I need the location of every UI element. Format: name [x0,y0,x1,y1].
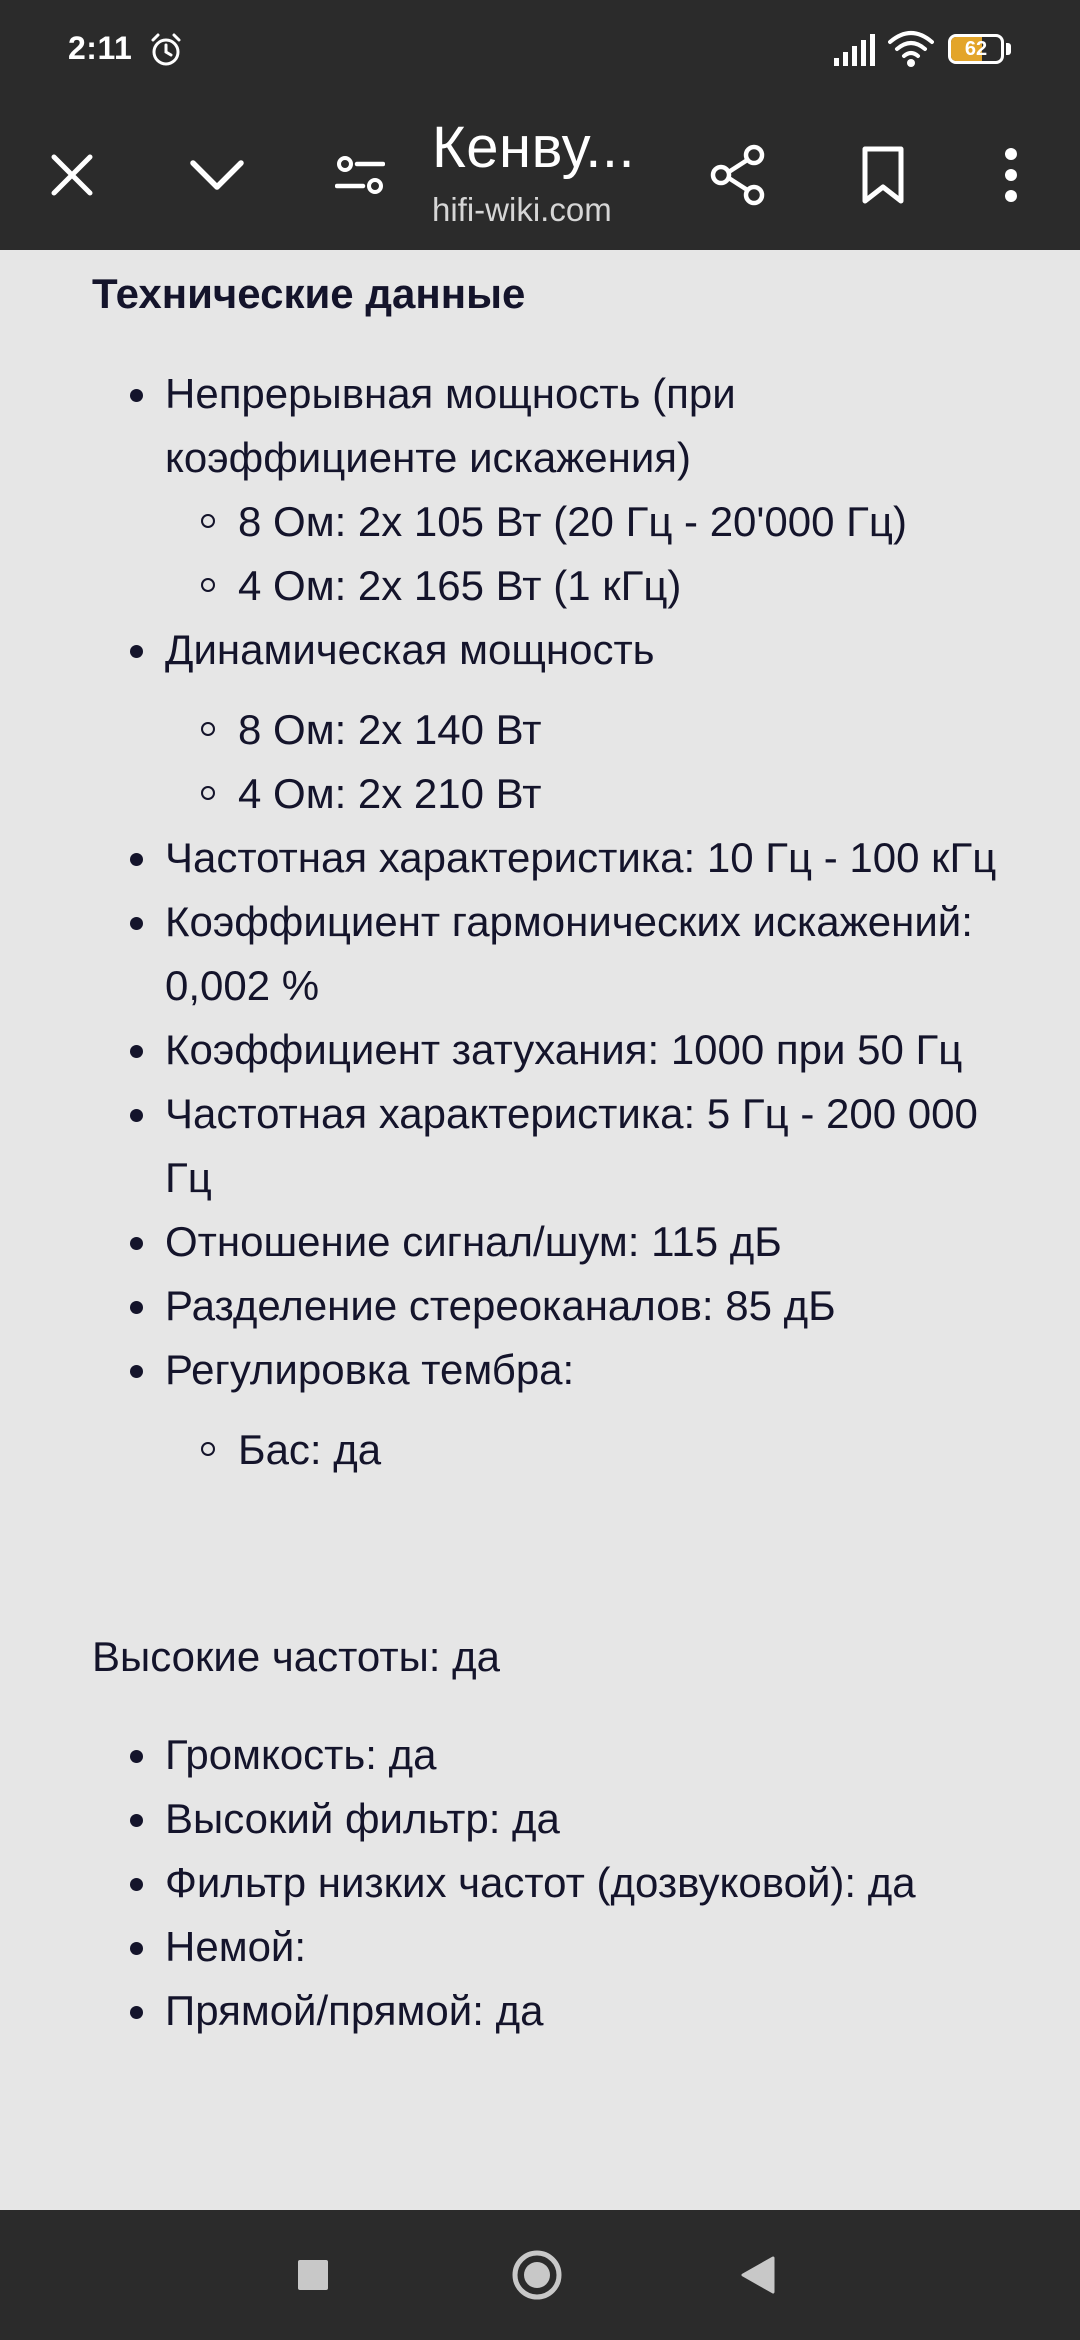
wifi-icon [888,30,934,68]
close-button[interactable] [27,130,117,220]
sub-list-item: 4 Ом: 2x 165 Вт (1 кГц) [0,554,1018,618]
chevron-down-icon [189,157,245,193]
page-title: Кенву... [432,115,636,180]
more-vert-icon [1001,147,1021,203]
bookmark-icon [860,145,906,205]
bookmark-button[interactable] [838,130,928,220]
expand-button[interactable] [172,130,262,220]
home-button[interactable] [497,2235,577,2315]
list-item: Динамическая мощность [0,618,1000,682]
battery-icon [948,34,1012,64]
alarm-icon [148,32,184,68]
list-item: Громкость: да [0,1723,1000,1787]
list-item: Частотная характеристика: 5 Гц - 200 000 Гц [0,1082,1000,1210]
section-heading: Технические данные [92,270,526,317]
battery-level: 62 [964,38,988,60]
paragraph: Высокие частоты: да [92,1633,500,1680]
filter-icon [335,155,385,195]
list-item: Непрерывная мощность (при коэффициенте искажения) [0,362,1000,490]
sub-list-item: Бас: да [0,1418,1018,1482]
home-icon [510,2248,564,2302]
list-item: Регулировка тембра: [0,1338,1000,1402]
page-domain: hifi-wiki.com [432,191,612,228]
close-icon [48,151,96,199]
list-item: Высокий фильтр: да [0,1787,1000,1851]
recents-icon [296,2258,330,2292]
list-item: Разделение стереоканалов: 85 дБ [0,1274,1000,1338]
browser-toolbar [0,100,1080,250]
title-block[interactable] [432,110,682,240]
share-button[interactable] [693,130,783,220]
list-item: Коэффициент гармонических искажений: 0,002 % [0,890,1000,1018]
signal-icon [832,32,876,68]
spec-list [0,362,1080,1482]
control-list [0,1723,1080,2043]
list-item: Прямой/прямой: да [0,1979,1000,2043]
sub-list-item: 8 Ом: 2x 105 Вт (20 Гц - 20'000 Гц) [0,490,1018,554]
back-icon [740,2255,776,2295]
status-bar [0,0,1080,100]
list-item: Коэффициент затухания: 1000 при 50 Гц [0,1018,1000,1082]
recents-button[interactable] [273,2235,353,2315]
status-time: 2:11 [68,30,133,66]
list-item: Отношение сигнал/шум: 115 дБ [0,1210,1000,1274]
sub-list-item: 8 Ом: 2x 140 Вт [0,698,1018,762]
list-item: Частотная характеристика: 10 Гц - 100 кГц [0,826,1000,890]
list-item: Фильтр низких частот (дозвуковой): да [0,1851,1000,1915]
list-item: Немой: [0,1915,1000,1979]
page-content [0,250,1080,2210]
more-options-button[interactable] [966,130,1056,220]
page-settings-button[interactable] [315,130,405,220]
back-button[interactable] [718,2235,798,2315]
sub-list-item: 4 Ом: 2x 210 Вт [0,762,1018,826]
system-nav-bar [0,2210,1080,2340]
share-icon [708,144,768,206]
